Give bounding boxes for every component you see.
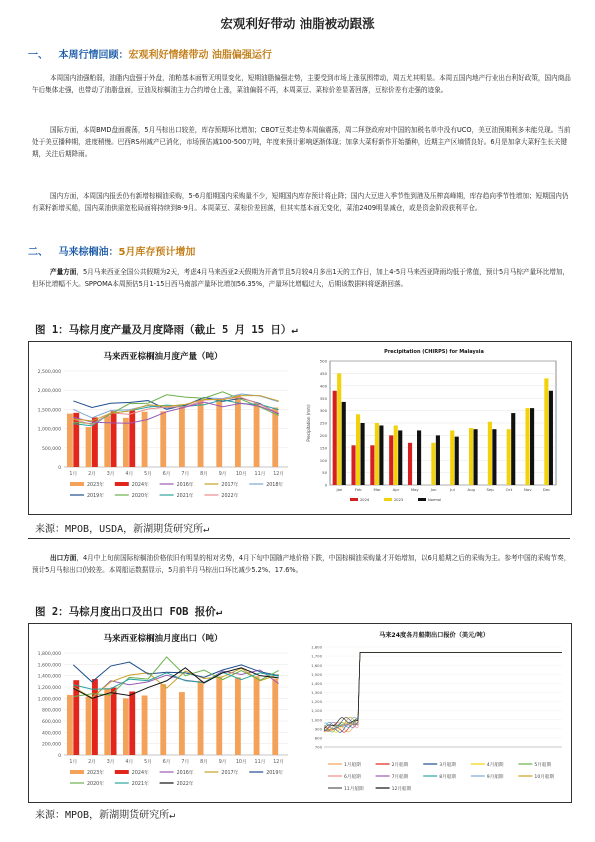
bar-2023年 — [67, 414, 73, 467]
bar-2023年 — [160, 411, 166, 467]
legend-label: 2016年 — [176, 771, 194, 776]
y-tick-label: 1,200 — [311, 699, 322, 705]
bar-2023 — [356, 414, 360, 485]
x-tick-label: Mar — [373, 487, 381, 492]
y-tick-label: 200,000 — [42, 742, 61, 748]
x-tick-label: 2月 — [88, 472, 96, 477]
y-tick-label: 1,000 — [311, 717, 322, 723]
bar-Normal — [361, 423, 365, 485]
legend-label: 10月船期 — [534, 775, 555, 780]
y-tick-label: 250 — [319, 420, 327, 426]
legend-swatch — [115, 770, 129, 774]
legend-label: 3月船期 — [439, 763, 456, 768]
legend-label: 9月船期 — [486, 775, 504, 780]
section1-number: 一、 — [28, 50, 48, 61]
x-tick-label: 4月 — [125, 472, 134, 477]
x-tick-label: 2月 — [88, 760, 96, 765]
bar-2023 — [431, 443, 435, 485]
bar-2023年 — [272, 679, 278, 756]
legend-label: 2024 — [360, 498, 370, 502]
legend-label: 2019年 — [266, 771, 284, 776]
y-tick-label: 1,300 — [311, 690, 322, 696]
x-tick-label: Sep — [486, 487, 494, 492]
legend-swatch — [350, 498, 358, 501]
divider — [28, 538, 570, 539]
y-tick-label: 1,200,000 — [37, 686, 61, 691]
x-tick-label: 9月 — [218, 472, 227, 477]
y-tick-label: 800 — [314, 735, 322, 741]
section1-heading-plain: 本周行情回顾： — [58, 50, 129, 61]
legend-label: 4月船期 — [486, 763, 504, 768]
bar-Normal — [342, 402, 346, 485]
y-tick-label: 50 — [322, 470, 327, 476]
y-tick-label: 150 — [319, 445, 327, 451]
figure2-left-chart — [30, 625, 296, 799]
legend-label: 7月船期 — [391, 775, 409, 780]
legend-label: 2017年 — [221, 483, 239, 488]
legend-label: 5月船期 — [534, 763, 552, 768]
bar-2023 — [488, 422, 492, 485]
legend-swatch — [70, 482, 84, 486]
y-tick-label: 1,100 — [311, 708, 322, 714]
y-axis-label: Precipitation (mm) — [306, 404, 311, 442]
x-tick-label: 8月 — [200, 760, 208, 765]
x-tick-label: 6月 — [162, 472, 171, 477]
x-tick-label: 11月 — [254, 472, 266, 477]
x-tick-label: 7月 — [181, 472, 190, 477]
bar-2023年 — [179, 692, 185, 755]
y-tick-label: 1,700 — [311, 653, 322, 659]
section2-para2 — [32, 552, 572, 576]
bar-2024年 — [73, 680, 79, 755]
bar-2023年 — [123, 418, 129, 467]
x-tick-label: Aug — [467, 487, 475, 492]
bar-2023年 — [198, 681, 204, 755]
page-title: 宏观利好带动 油脂被动跟涨 — [220, 16, 375, 31]
section1-heading — [28, 46, 272, 61]
bar-2024年 — [129, 411, 135, 467]
figure2-right-chart — [300, 625, 568, 799]
x-tick-label: Nov — [524, 487, 532, 492]
chart-title: 马来24度各月船期出口报价（美元/吨） — [379, 632, 489, 639]
legend-label: 12月船期 — [391, 787, 412, 792]
legend-label: 2017年 — [221, 771, 239, 776]
y-tick-label: 1,000,000 — [37, 427, 61, 433]
y-tick-label: 600,000 — [42, 720, 61, 725]
bar-Normal — [455, 437, 459, 485]
bar-2024 — [370, 445, 374, 485]
bar-2023 — [507, 429, 511, 485]
x-tick-label: 9月 — [218, 760, 227, 765]
bar-2023年 — [254, 676, 260, 755]
legend-label: 2019年 — [87, 494, 105, 499]
y-tick-label: 500 — [319, 358, 327, 364]
bar-2023年 — [254, 403, 260, 467]
x-tick-label: 3月 — [106, 472, 115, 477]
y-tick-label: 1,600 — [311, 662, 322, 668]
bar-2023年 — [104, 688, 110, 755]
bar-2024年 — [129, 692, 135, 755]
bar-2023 — [469, 428, 473, 485]
bar-2023 — [375, 423, 379, 485]
bar-2023年 — [86, 427, 92, 467]
x-tick-label: 12月 — [273, 760, 285, 765]
bar-2023年 — [272, 407, 278, 467]
legend-label: 8月船期 — [439, 775, 456, 780]
bar-2023年 — [86, 697, 92, 755]
bar-2024年 — [92, 679, 98, 755]
bar-2023 — [525, 408, 529, 485]
bar-2024 — [389, 435, 393, 485]
bar-2023年 — [67, 695, 73, 755]
legend-label: 2016年 — [176, 483, 194, 488]
figure1-source: 来源：MPOB，USDA，新湖期货研究所↵ — [35, 524, 210, 535]
x-tick-label: 3月 — [106, 760, 115, 765]
y-tick-label: 500,000 — [42, 446, 61, 452]
section2-para1-lead: 产量方面 — [50, 268, 77, 276]
bar-Normal — [436, 435, 440, 485]
legend-label: 2020年 — [131, 494, 149, 499]
chart-title: 马来西亚棕榈油月度产量（吨） — [103, 352, 223, 362]
y-tick-label: 0 — [324, 482, 327, 488]
section2-para1 — [32, 266, 572, 290]
bar-2023年 — [235, 395, 241, 467]
y-tick-label: 900 — [314, 726, 322, 732]
y-tick-label: 1,500 — [311, 671, 322, 677]
legend-label: 2023 — [394, 498, 404, 502]
x-tick-label: 10月 — [235, 472, 247, 477]
x-tick-label: Oct — [505, 487, 513, 492]
x-tick-label: 5月 — [144, 760, 152, 765]
x-tick-label: Jan — [336, 487, 343, 492]
legend-label: 2月船期 — [391, 763, 409, 768]
bar-2023年 — [216, 677, 222, 755]
bar-2023 — [450, 430, 454, 485]
bar-Normal — [417, 430, 421, 485]
section1-para1: 本周国内油强粕弱，油脂内盘强于外盘，油粕基本面暂无明显变化，短期油脂偏强走势，主要受到市场上涨氛围带动，周五尤其明显。本周五国内地产行业出台利好政策，国内商品午后集体走强，也带动了油脂盘面，豆油及棕榈油主力合约增仓上涨，菜油偏弱不再，本周菜豆、菜棕价差显著回落，豆棕价差有走强的迹象。 — [32, 74, 571, 94]
bar-Normal — [511, 413, 515, 485]
y-tick-label: 1,000,000 — [37, 697, 61, 703]
section1-para2: 国际方面，本周BMD盘面震荡，5月马棕出口较差，库存预期环比增加；CBOT豆类走势本周偏震荡，周二拜登政府对中国的加税名单中没有UCO，美豆油预期利多未能兑现。当前处于美豆播种期，进度稍慢。巴西RS州减产已消化，市场预估减100-500万吨，年度来预计影响逐渐体现；加拿大菜籽新作开始播种，近期主产区墒情良好。6月是加拿大菜籽生长关键期，关注后期降雨。 — [32, 126, 571, 158]
legend-label: 2018年 — [266, 483, 284, 488]
bar-2023年 — [142, 696, 148, 756]
y-tick-label: 0 — [58, 754, 61, 759]
y-tick-label: 350 — [319, 395, 327, 401]
section2-heading — [28, 243, 195, 258]
y-tick-label: 400,000 — [42, 731, 61, 737]
bar-2023 — [337, 373, 341, 485]
y-tick-label: 2,000,000 — [37, 389, 61, 395]
figure2-source: 来源：MPOB，新湖期货研究所↵ — [35, 810, 176, 821]
chart-title: Precipitation (CHIRPS) for Malaysia — [384, 349, 484, 355]
x-tick-label: Dec — [542, 487, 551, 492]
x-tick-label: 5月 — [144, 472, 152, 477]
bar-2024 — [333, 391, 337, 485]
legend-label: 2023年 — [87, 483, 105, 488]
figure2-caption: 图 2：马棕月度出口及出口 FOB 报价↵ — [35, 606, 223, 618]
x-tick-label: Jun — [430, 487, 437, 492]
x-tick-label: 10月 — [235, 760, 247, 765]
x-tick-label: 6月 — [162, 760, 171, 765]
bar-2023年 — [198, 400, 204, 467]
x-tick-label: Feb — [354, 487, 362, 492]
bar-2023年 — [179, 404, 185, 467]
x-tick-label: 1月 — [69, 760, 78, 765]
bar-2023 — [544, 378, 548, 485]
figure1-caption: 图 1：马棕月度产量及月度降雨（截止 5 月 15 日）↵ — [35, 324, 298, 336]
section2-para1-body: ，5月马来西亚全国公共假期为2天，考虑4月马来西亚2天假期为开斋节且5月较4月多出1天的工作日，加上4-5月马来西亚降雨均低于常值，预计5月马棕产量环比增加，但环比增幅不大。SPPOMA本周预估5月1-15日西马南部产量环比增加56.35%，产量环比增幅过大，后期该数据料将逐渐回落。 — [32, 268, 570, 288]
bar-Normal — [492, 429, 496, 485]
y-tick-label: 1,500,000 — [37, 408, 61, 414]
legend-swatch — [70, 770, 84, 774]
bar-2023年 — [235, 677, 241, 755]
y-tick-label: 450 — [319, 371, 327, 376]
bar-2023年 — [216, 400, 222, 467]
y-tick-label: 2,500,000 — [37, 370, 61, 375]
section2-heading-highlight: 5月库存预计增加 — [118, 247, 196, 258]
bar-2024年 — [111, 688, 117, 755]
x-tick-label: Jul — [450, 487, 455, 492]
x-tick-label: 1月 — [69, 472, 78, 477]
figure1-left-chart — [30, 343, 296, 511]
y-tick-label: 800,000 — [42, 708, 61, 714]
section2-heading-plain: 马来棕榈油： — [58, 247, 119, 258]
x-tick-label: 8月 — [200, 472, 208, 477]
legend-label: 11月船期 — [344, 787, 364, 792]
bar-2023年 — [123, 698, 129, 755]
legend-label: 1月船期 — [344, 763, 361, 768]
bar-Normal — [549, 391, 553, 485]
figure1-right-chart — [300, 343, 568, 511]
y-tick-label: 1,600,000 — [37, 663, 61, 669]
x-tick-label: 7月 — [181, 760, 190, 765]
y-tick-label: 100 — [319, 457, 327, 463]
y-tick-label: 1,800,000 — [37, 652, 61, 657]
y-tick-label: 400 — [319, 383, 327, 389]
bar-2024年 — [111, 411, 117, 467]
legend-label: 2024年 — [131, 771, 149, 776]
legend-label: 2021年 — [176, 494, 194, 499]
legend-label: 2024年 — [131, 483, 149, 488]
legend-swatch — [115, 482, 129, 486]
y-tick-label: 1,400,000 — [37, 674, 61, 680]
legend-label: Normal — [428, 498, 442, 502]
bar-2023年 — [160, 684, 166, 755]
y-tick-label: 0 — [58, 466, 61, 471]
bar-2024 — [351, 445, 355, 485]
bar-2024 — [408, 443, 412, 485]
x-tick-label: May — [410, 487, 419, 492]
y-tick-label: 300 — [319, 408, 327, 414]
legend-swatch — [384, 498, 392, 501]
bar-Normal — [398, 430, 402, 485]
legend-label: 2022年 — [176, 782, 194, 787]
legend-swatch — [418, 498, 426, 501]
legend-label: 2021年 — [131, 782, 149, 787]
legend-label: 2023年 — [87, 771, 105, 776]
legend-label: 6月船期 — [344, 775, 361, 780]
x-tick-label: 12月 — [273, 472, 285, 477]
legend-label: 2020年 — [87, 782, 105, 787]
legend-label: 2022年 — [221, 494, 239, 499]
chart-title: 马来西亚棕榈油月度出口（吨） — [103, 634, 223, 644]
bar-Normal — [474, 429, 478, 485]
chart-bg — [300, 625, 568, 799]
section1-para3: 国内方面，本周国内报丢仍有新增棕榈油采购，5-6月船期国内采购量不少，短期国内库存预计将止降；国内大豆进入季节性到港及压榨高峰期，库存趋向季节性增加；短期国内仍有菜籽新增买船，国内菜油供需宽松局面将持续到8-9月。本周菜豆、菜棕价差回落，但其实基本面无变化，菜油2409明显减仓，或是资金阶段获利平仓。 — [32, 192, 569, 212]
section1-heading-highlight: 宏观利好情绪带动 油脂偏强运行 — [128, 50, 272, 61]
section2-para2-body: ，4月中上旬前国际棕榈油价格依旧有明显的相对劣势，4月下旬中国随产地价格下跌，中国棕榈油采购量才开始增加，以6月船期之后的采购为主。参考中国的采购节奏，预计5月马棕出口仍较差。本周船运数据显示，5月前半月马棕出口环比减少5.2%、17.6%。 — [32, 554, 571, 574]
y-tick-label: 700 — [314, 744, 322, 750]
y-tick-label: 200 — [319, 433, 327, 438]
x-tick-label: Apr — [392, 487, 400, 492]
bar-Normal — [379, 425, 383, 485]
y-tick-label: 1,800 — [311, 644, 322, 650]
y-tick-label: 1,400 — [311, 680, 322, 686]
section2-para2-lead: 出口方面 — [50, 554, 77, 562]
x-tick-label: 4月 — [125, 760, 134, 765]
bar-Normal — [530, 408, 534, 485]
x-tick-label: 11月 — [254, 760, 266, 765]
section2-number: 二、 — [28, 247, 48, 258]
bar-2023 — [394, 425, 398, 485]
